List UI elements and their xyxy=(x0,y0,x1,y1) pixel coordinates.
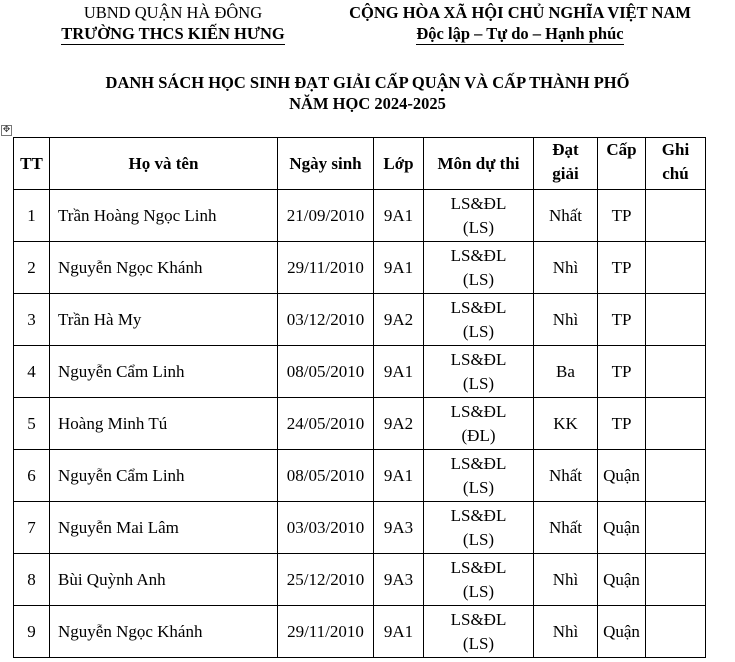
cell-name: Hoàng Minh Tú xyxy=(50,398,278,450)
cell-award: KK xyxy=(534,398,598,450)
cell-award: Nhất xyxy=(534,450,598,502)
cell-level: Quận xyxy=(598,554,646,606)
cell-name: Nguyễn Cẩm Linh xyxy=(50,346,278,398)
cell-level: Quận xyxy=(598,450,646,502)
cell-name: Nguyễn Mai Lâm xyxy=(50,502,278,554)
cell-class: 9A2 xyxy=(374,294,424,346)
country-name: CỘNG HÒA XÃ HỘI CHỦ NGHĨA VIỆT NAM xyxy=(349,3,691,22)
cell-award: Nhì xyxy=(534,242,598,294)
title-line-1: DANH SÁCH HỌC SINH ĐẠT GIẢI CẤP QUẬN VÀ CẤP THÀNH PHỐ xyxy=(105,73,630,92)
table-row xyxy=(14,606,706,658)
cell-dob: 21/09/2010 xyxy=(278,190,374,242)
header-name: Họ và tên xyxy=(50,138,278,190)
cell-class: 9A2 xyxy=(374,398,424,450)
cell-tt: 3 xyxy=(14,294,50,346)
cell-note xyxy=(646,606,706,658)
cell-level: TP xyxy=(598,242,646,294)
cell-class: 9A1 xyxy=(374,190,424,242)
cell-subject: LS&ĐL (LS) xyxy=(424,554,534,606)
cell-tt: 5 xyxy=(14,398,50,450)
table-row xyxy=(14,242,706,294)
table-move-handle-icon[interactable]: ✥ xyxy=(2,125,11,135)
cell-note xyxy=(646,294,706,346)
cell-subject: LS&ĐL (LS) xyxy=(424,606,534,658)
cell-level: Quận xyxy=(598,502,646,554)
header-dob: Ngày sinh xyxy=(278,138,374,190)
cell-dob: 08/05/2010 xyxy=(278,450,374,502)
cell-class: 9A1 xyxy=(374,606,424,658)
header-level: Cấp xyxy=(598,138,646,190)
school-name: TRƯỜNG THCS KIẾN HƯNG xyxy=(61,24,285,43)
cell-name: Trần Hoàng Ngọc Linh xyxy=(50,190,278,242)
cell-subject: LS&ĐL (ĐL) xyxy=(424,398,534,450)
cell-dob: 29/11/2010 xyxy=(278,606,374,658)
table-row xyxy=(14,294,706,346)
header-class: Lớp xyxy=(374,138,424,190)
cell-note xyxy=(646,346,706,398)
cell-subject: LS&ĐL (LS) xyxy=(424,294,534,346)
cell-award: Nhì xyxy=(534,554,598,606)
cell-name: Nguyễn Ngọc Khánh xyxy=(50,242,278,294)
cell-note xyxy=(646,502,706,554)
agency-header xyxy=(38,2,308,44)
cell-dob: 03/12/2010 xyxy=(278,294,374,346)
award-table xyxy=(13,137,706,658)
cell-award: Nhất xyxy=(534,502,598,554)
agency-name: UBND QUẬN HÀ ĐÔNG xyxy=(83,3,263,22)
cell-dob: 08/05/2010 xyxy=(278,346,374,398)
cell-level: TP xyxy=(598,346,646,398)
cell-class: 9A1 xyxy=(374,450,424,502)
cell-name: Nguyễn Ngọc Khánh xyxy=(50,606,278,658)
table-row xyxy=(14,346,706,398)
header-subject: Môn dự thi xyxy=(424,138,534,190)
cell-dob: 29/11/2010 xyxy=(278,242,374,294)
cell-class: 9A1 xyxy=(374,242,424,294)
header-tt: TT xyxy=(14,138,50,190)
cell-tt: 4 xyxy=(14,346,50,398)
cell-award: Nhất xyxy=(534,190,598,242)
table-row xyxy=(14,398,706,450)
cell-note xyxy=(646,190,706,242)
cell-subject: LS&ĐL (LS) xyxy=(424,450,534,502)
cell-tt: 6 xyxy=(14,450,50,502)
cell-dob: 25/12/2010 xyxy=(278,554,374,606)
cell-note xyxy=(646,450,706,502)
cell-name: Trần Hà My xyxy=(50,294,278,346)
cell-note xyxy=(646,242,706,294)
cell-tt: 1 xyxy=(14,190,50,242)
table-header-row xyxy=(14,138,706,190)
table-row xyxy=(14,554,706,606)
cell-dob: 24/05/2010 xyxy=(278,398,374,450)
cell-level: TP xyxy=(598,294,646,346)
title-line-2: NĂM HỌC 2024-2025 xyxy=(289,94,446,113)
cell-tt: 8 xyxy=(14,554,50,606)
cell-subject: LS&ĐL (LS) xyxy=(424,242,534,294)
cell-note xyxy=(646,398,706,450)
cell-level: TP xyxy=(598,398,646,450)
table-row xyxy=(14,190,706,242)
cell-name: Bùi Quỳnh Anh xyxy=(50,554,278,606)
cell-award: Nhì xyxy=(534,294,598,346)
table-row xyxy=(14,502,706,554)
header-note: Ghi chú xyxy=(646,138,706,190)
cell-note xyxy=(646,554,706,606)
document-title xyxy=(0,72,735,114)
cell-award: Nhì xyxy=(534,606,598,658)
cell-class: 9A3 xyxy=(374,502,424,554)
cell-subject: LS&ĐL (LS) xyxy=(424,190,534,242)
cell-tt: 9 xyxy=(14,606,50,658)
cell-level: TP xyxy=(598,190,646,242)
cell-tt: 2 xyxy=(14,242,50,294)
cell-subject: LS&ĐL (LS) xyxy=(424,502,534,554)
national-header xyxy=(320,2,720,44)
header-award: Đạt giải xyxy=(534,138,598,190)
cell-class: 9A1 xyxy=(374,346,424,398)
table-row xyxy=(14,450,706,502)
cell-subject: LS&ĐL (LS) xyxy=(424,346,534,398)
cell-class: 9A3 xyxy=(374,554,424,606)
cell-award: Ba xyxy=(534,346,598,398)
cell-tt: 7 xyxy=(14,502,50,554)
cell-name: Nguyễn Cẩm Linh xyxy=(50,450,278,502)
cell-level: Quận xyxy=(598,606,646,658)
cell-dob: 03/03/2010 xyxy=(278,502,374,554)
national-motto: Độc lập – Tự do – Hạnh phúc xyxy=(416,24,624,43)
